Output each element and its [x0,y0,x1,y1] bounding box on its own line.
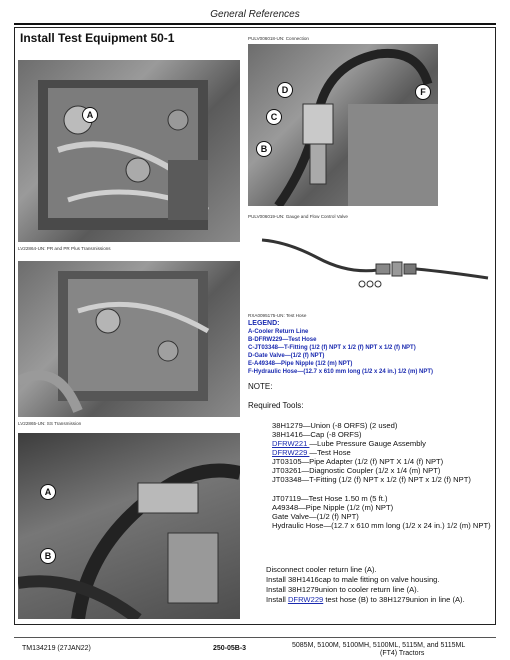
legend-item: C-JT03348—T-Fitting (1/2 (f) NPT x 1/2 (f) NPT x 1/2 (f) NPT) [248,345,416,351]
legend-item: F-Hydraulic Hose—(12.7 x 610 mm long (1/2 x 24 in.) 1/2 (m) NPT) [248,369,434,375]
footer-models-sub: (FT4) Tractors [380,650,425,657]
valve-body-illustration [18,60,240,242]
callout-d: D [277,82,293,98]
test-hose-drawing [248,222,492,304]
tool-link[interactable]: DFRW229 [272,448,310,457]
tool-link[interactable]: DFRW221 [272,439,310,448]
tool-item: JT03261—Diagnostic Coupler (1/2 x 1/4 (m) NPT) [272,466,441,475]
ss-figure-caption: LV22865-UN: SS Transmission [18,421,82,426]
legend-item: E-A49348—Pipe Nipple (1/2 (m) NPT) [248,361,353,367]
hose-illustration [18,433,240,619]
step-item: Install 38H1416cap to male fitting on valve housing. [266,575,440,584]
note-label: NOTE: [248,382,273,391]
step-link[interactable]: DFRW229 [287,595,324,604]
tool-item: DFRW229 —Test Hose [272,448,351,457]
connection-illustration [248,44,438,206]
page-header-title: General References [210,9,300,20]
tool-item: 38H1279—Union (-8 ORFS) (2 used) [272,421,398,430]
callout-c: C [266,109,282,125]
callout-b: B [40,548,56,564]
tool-item: Hydraulic Hose—(12.7 x 610 mm long (1/2 x 24 in.) 1/2 (m) NPT) [272,521,491,530]
footer-rule [14,637,496,638]
header-rule [14,23,496,25]
footer-doc-id: TM134219 (27JAN22) [22,645,91,652]
tool-item: Gate Valve—(1/2 (f) NPT) [272,512,359,521]
legend-title: LEGEND: [248,320,280,327]
tool-item: A49348—Pipe Nipple (1/2 (m) NPT) [272,503,394,512]
connection-figure-caption: PULV006018-UN: Connection [248,36,309,41]
callout-b: B [256,141,272,157]
connection-photo [248,44,438,206]
tool-item: JT07119—Test Hose 1.50 m (5 ft.) [272,494,388,503]
step-item: Install 38H1279union to cooler return line (A). [266,585,419,594]
tool-item: 38H1416—Cap (-8 ORFS) [272,430,362,439]
tool-item: JT03105—Pipe Adapter (1/2 (f) NPT X 1/4 (f) NPT) [272,457,444,466]
step-item: Install DFRW229 test hose (B) to 38H1279union in line (A). [266,595,465,604]
tool-item: JT03348—T-Fitting (1/2 (f) NPT x 1/2 (f) NPT x 1/2 (f) NPT) [272,475,471,484]
step-item: Disconnect cooler return line (A). [266,565,377,574]
test-hose-line-art [248,222,492,304]
tool-item: DFRW221 —Lube Pressure Gauge Assembly [272,439,426,448]
callout-a: A [82,107,98,123]
legend-item: A-Cooler Return Line [248,329,309,335]
callout-f: F [415,84,431,100]
pr-figure-caption: LV22864-UN: PR and PR Plus Transmissions [18,246,111,251]
section-title: Install Test Equipment 50-1 [20,31,175,45]
hose-connection-photo [18,433,240,619]
legend-item: B-DFRW229—Test Hose [248,337,317,343]
ss-transmission-photo [18,261,240,417]
valve-figure-caption: PULV006019-UN: Gauge and Flow Control Valve [248,214,348,219]
legend-item: D-Gate Valve—(1/2 (f) NPT) [248,353,325,359]
callout-a: A [40,484,56,500]
test-hose-figure-caption: RXA0095175-UN: Test Hose [248,313,307,318]
pr-transmission-photo [18,60,240,242]
ss-valve-illustration [18,261,240,417]
footer-models: 5085M, 5100M, 5100MH, 5100ML, 5115M, and 5115ML [292,642,466,649]
required-tools-label: Required Tools: [248,401,304,410]
footer-page-number: 250-05B-3 [213,645,247,652]
